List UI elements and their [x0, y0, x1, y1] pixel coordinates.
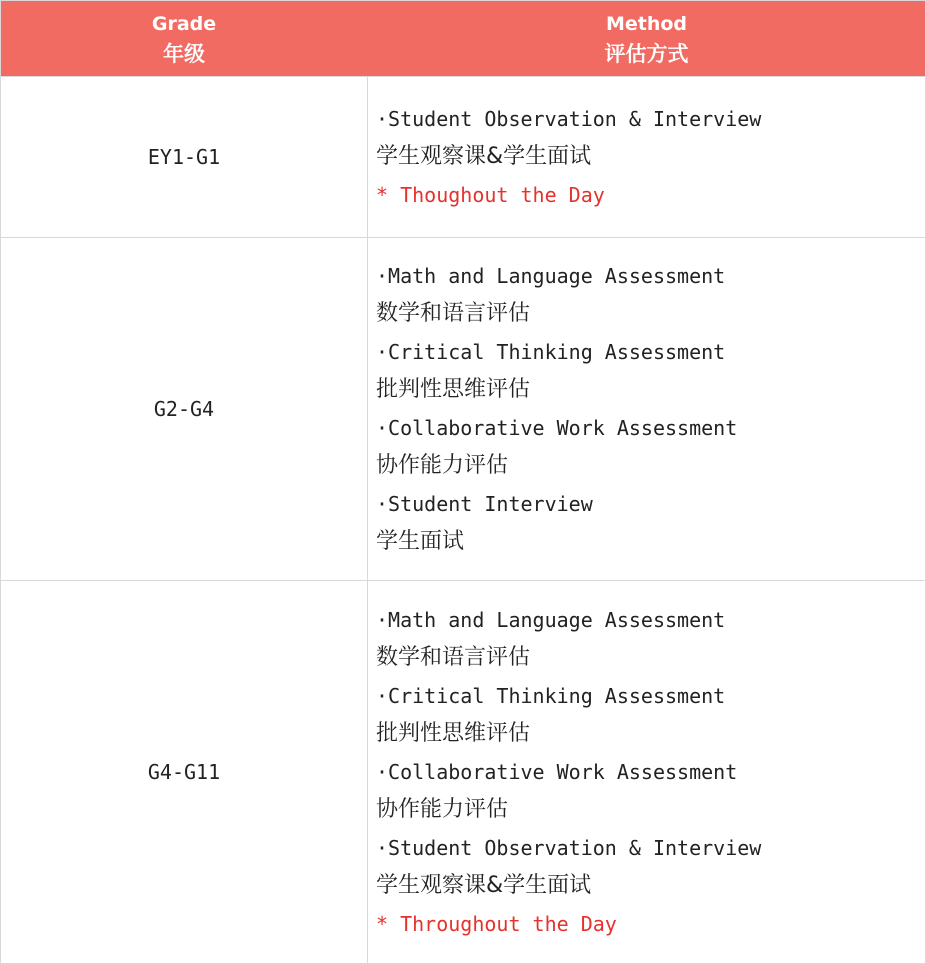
header-method-zh: 评估方式: [604, 41, 689, 66]
method-line-zh: 学生观察课&学生面试: [376, 873, 592, 898]
method-line-zh: 数学和语言评估: [376, 301, 531, 326]
method-line-zh: 协作能力评估: [376, 453, 509, 478]
header-method: [368, 1, 925, 76]
method-line-zh: 学生面试: [376, 529, 465, 554]
header-grade-en: Grade: [151, 12, 217, 35]
method-line-zh: 批判性思维评估: [376, 377, 531, 402]
header-grade-zh: 年级: [163, 41, 205, 66]
method-line-en: ·Collaborative Work Assessment: [376, 760, 738, 784]
method-note: * Throughout the Day: [376, 912, 617, 936]
method-line-zh: 协作能力评估: [376, 797, 509, 822]
method-line-en: ·Student Observation & Interview: [376, 836, 762, 860]
method-cell: [376, 238, 925, 580]
table-row: [1, 580, 925, 963]
grade-cell: G4-G11: [147, 760, 221, 784]
method-line-en: ·Math and Language Assessment: [376, 608, 726, 632]
method-cell: [376, 77, 925, 237]
method-line-zh: 学生观察课&学生面试: [376, 144, 592, 169]
method-line-en: ·Critical Thinking Assessment: [376, 340, 726, 364]
grade-cell: EY1-G1: [147, 145, 221, 169]
header-grade: [1, 1, 367, 76]
method-cell: [376, 581, 925, 963]
table-row: [1, 76, 925, 237]
method-line-en: ·Collaborative Work Assessment: [376, 416, 738, 440]
method-line-en: ·Student Interview: [376, 492, 593, 516]
table-row: [1, 237, 925, 580]
method-line-zh: 批判性思维评估: [376, 721, 531, 746]
grade-cell: G2-G4: [153, 397, 215, 421]
method-note: * Thoughout the Day: [376, 183, 605, 207]
header-method-en: Method: [605, 12, 688, 35]
method-line-en: ·Math and Language Assessment: [376, 264, 726, 288]
method-line-zh: 数学和语言评估: [376, 645, 531, 670]
table-header: [1, 1, 925, 76]
method-line-en: ·Critical Thinking Assessment: [376, 684, 726, 708]
method-line-en: ·Student Observation & Interview: [376, 107, 762, 131]
